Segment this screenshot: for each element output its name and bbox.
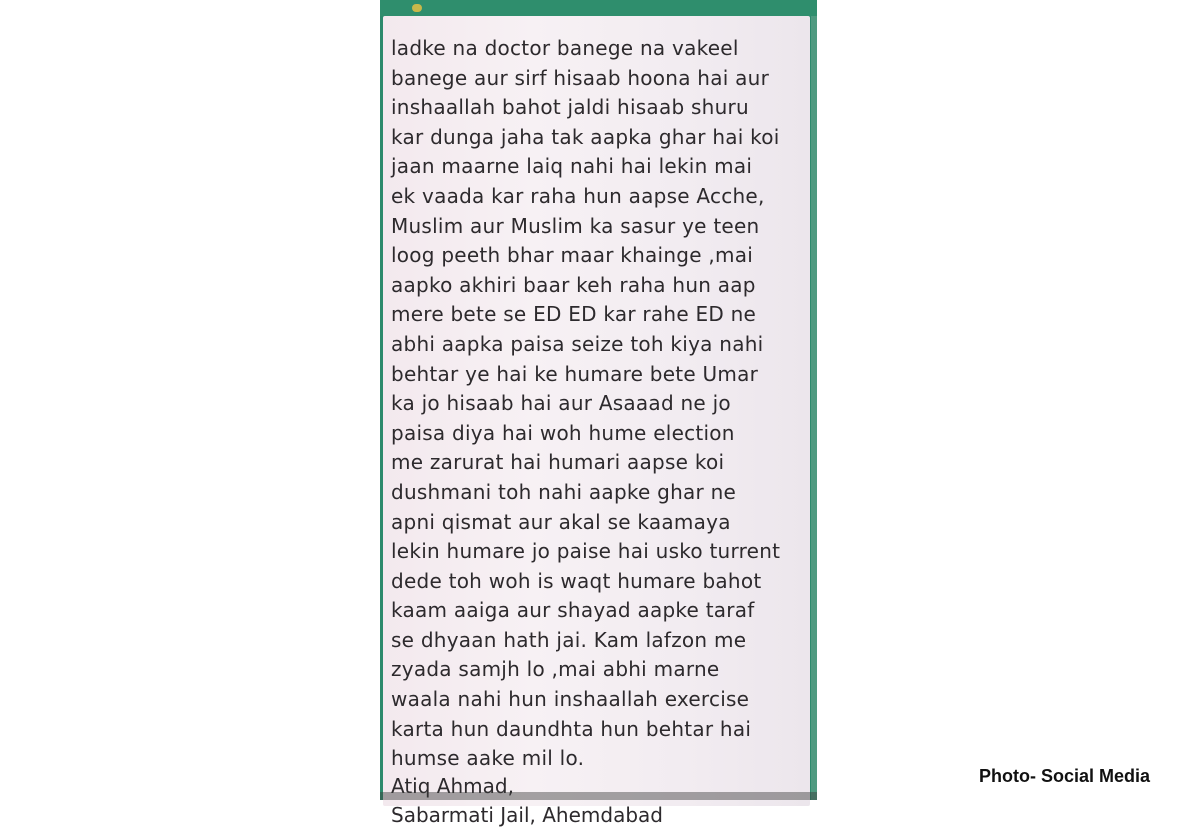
message-line: dede toh woh is waqt humare bahot xyxy=(391,568,762,593)
screen-edge xyxy=(811,16,817,800)
status-bar xyxy=(380,0,817,16)
bottom-shadow xyxy=(380,792,817,800)
message-line: zyada samjh lo ,mai abhi marne xyxy=(391,657,720,682)
message-line: waala nahi hun inshaallah exercise xyxy=(391,687,750,712)
message-line: dushmani toh nahi aapke ghar ne xyxy=(391,479,737,504)
message-line: mere bete se ED ED kar rahe ED ne xyxy=(391,302,757,327)
message-line: ka jo hisaab hai aur Asaaad ne jo xyxy=(391,391,731,416)
photo-credit: Photo- Social Media xyxy=(979,766,1151,786)
message-line: lekin humare jo paise hai usko turrent xyxy=(391,539,781,564)
message-line: apni qismat aur akal se kaamaya xyxy=(391,509,731,534)
message-line: kar dunga jaha tak aapka ghar hai koi xyxy=(391,124,780,149)
signature-name: Atiq Ahmad, xyxy=(391,774,514,798)
message-signature xyxy=(391,772,663,830)
message-bubble xyxy=(383,16,810,827)
message-line: behtar ye hai ke humare bete Umar xyxy=(391,361,759,386)
message-line: ek vaada kar raha hun aapse Acche, xyxy=(391,183,765,208)
phone-screenshot xyxy=(380,0,817,827)
message-line: kaam aaiga aur shayad aapke taraf xyxy=(391,598,755,623)
message-line: inshaallah bahot jaldi hisaab shuru xyxy=(391,95,749,120)
message-line: me zarurat hai humari aapse koi xyxy=(391,450,725,475)
message-line: banege aur sirf hisaab hoona hai aur xyxy=(391,65,770,90)
message-line: jaan maarne laiq nahi hai lekin mai xyxy=(391,154,753,179)
message-line: humse aake mil lo. xyxy=(391,746,585,771)
signature-place: Sabarmati Jail, Ahemdabad xyxy=(391,803,663,827)
message-line: Muslim aur Muslim ka sasur ye teen xyxy=(391,213,760,238)
message-line: loog peeth bhar maar khainge ,mai xyxy=(391,243,754,268)
message-text xyxy=(391,34,811,774)
message-line: ladke na doctor banege na vakeel xyxy=(391,36,739,60)
message-line: se dhyaan hath jai. Kam lafzon me xyxy=(391,627,747,652)
status-indicator-icon xyxy=(412,4,422,12)
message-line: paisa diya hai woh hume election xyxy=(391,420,735,445)
message-line: abhi aapka paisa seize toh kiya nahi xyxy=(391,331,764,356)
message-line: karta hun daundhta hun behtar hai xyxy=(391,716,752,741)
message-line: aapko akhiri baar keh raha hun aap xyxy=(391,272,756,297)
